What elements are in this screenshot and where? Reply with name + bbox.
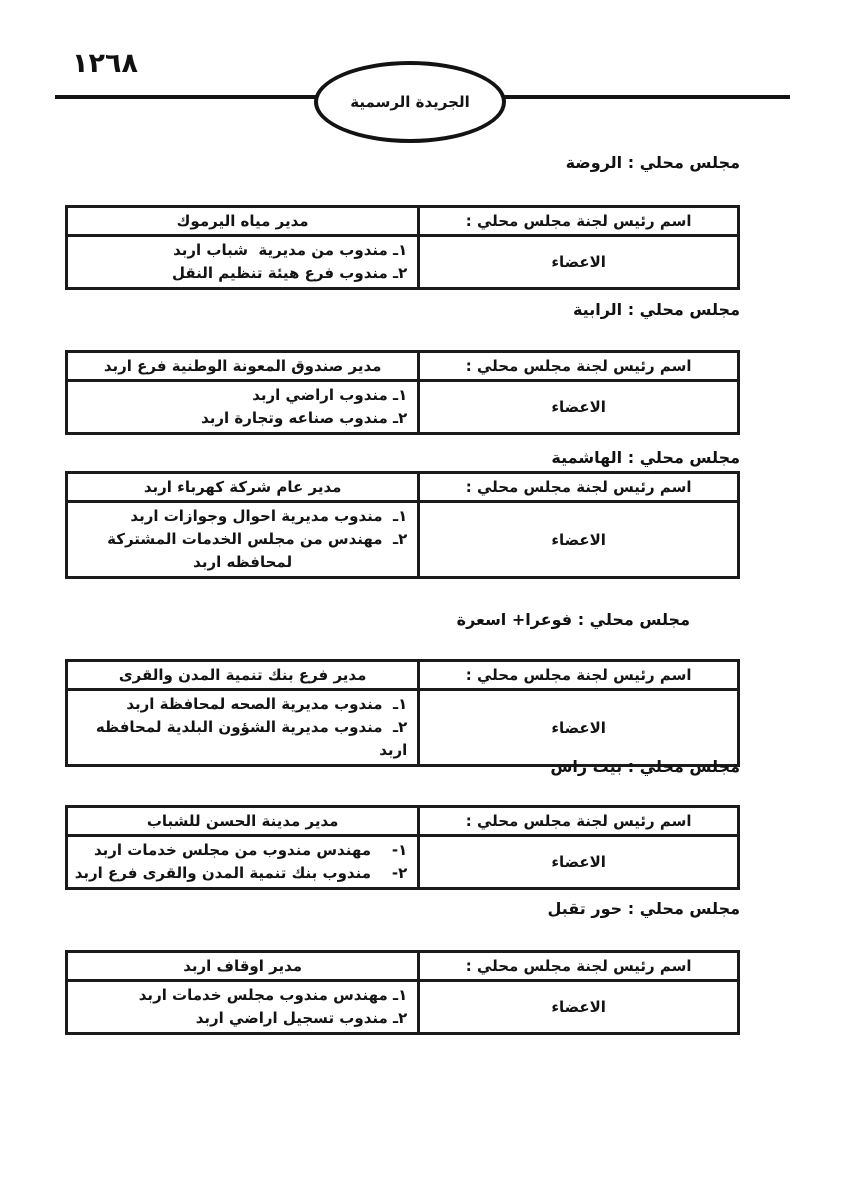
council-section <box>65 757 740 890</box>
chair-value: مدير مياه اليرموك <box>67 207 419 236</box>
member-item: ٢- مندوب بنك تنمية المدن والقرى فرع اربد <box>74 864 408 882</box>
member-item: ١ـ مندوب من مديرية شباب اربد <box>173 241 408 259</box>
chair-label: اسم رئيس لجنة مجلس محلي : <box>419 661 739 690</box>
chair-row <box>67 952 739 981</box>
members-list <box>67 502 419 578</box>
council-table <box>65 205 740 290</box>
council-heading: مجلس محلي : الروضة <box>565 153 740 172</box>
member-item-continuation: لمحافظه اربد <box>193 553 293 571</box>
members-row <box>67 381 739 434</box>
members-label: الاعضاء <box>419 836 739 889</box>
member-item: ١ـ مهندس مندوب مجلس خدمات اربد <box>138 986 408 1004</box>
council-section <box>65 899 740 1035</box>
gazette-banner-title: الجريدة الرسمية <box>350 93 470 111</box>
council-heading: مجلس محلي : حور تقبل <box>547 899 740 918</box>
chair-row <box>67 207 739 236</box>
member-item: ٢ـ مندوب مديرية الشؤون البلدية لمحافظه اربد <box>90 718 408 759</box>
member-item: ١ـ مندوب مديرية الصحه لمحافظة اربد <box>126 695 408 713</box>
member-item: ٢ـ مندوب صناعه وتجارة اربد <box>201 409 408 427</box>
member-item: ٢ـ مندوب فرع هيئة تنظيم النقل <box>171 264 408 282</box>
council-section <box>65 300 740 435</box>
council-table <box>65 950 740 1035</box>
chair-label: اسم رئيس لجنة مجلس محلي : <box>419 952 739 981</box>
council-table <box>65 350 740 435</box>
members-list <box>67 690 419 766</box>
member-item: ٢ـ مندوب تسجيل اراضي اربد <box>195 1009 408 1027</box>
members-label: الاعضاء <box>419 690 739 766</box>
council-heading: مجلس محلي : بيت راس <box>550 757 740 776</box>
council-heading: مجلس محلي : فوعرا+ اسعرة <box>456 610 690 629</box>
members-label: الاعضاء <box>419 381 739 434</box>
council-section <box>65 610 740 767</box>
member-item: ٢ـ مهندس من مجلس الخدمات المشتركة <box>107 530 408 548</box>
members-row <box>67 836 739 889</box>
member-item: ١- مهندس مندوب من مجلس خدمات اربد <box>94 841 408 859</box>
chair-row <box>67 473 739 502</box>
chair-value: مدير مدينة الحسن للشباب <box>67 807 419 836</box>
council-table <box>65 471 740 579</box>
chair-value: مدير فرع بنك تنمية المدن والقرى <box>67 661 419 690</box>
council-table <box>65 659 740 767</box>
chair-row <box>67 352 739 381</box>
member-item: ١ـ مندوب مديرية احوال وجوازات اربد <box>130 507 408 525</box>
members-label: الاعضاء <box>419 236 739 289</box>
chair-row <box>67 807 739 836</box>
members-row <box>67 690 739 766</box>
members-row <box>67 502 739 578</box>
chair-label: اسم رئيس لجنة مجلس محلي : <box>419 473 739 502</box>
chair-label: اسم رئيس لجنة مجلس محلي : <box>419 352 739 381</box>
chair-label: اسم رئيس لجنة مجلس محلي : <box>419 207 739 236</box>
members-label: الاعضاء <box>419 981 739 1034</box>
page-number: ١٢٦٨ <box>72 48 138 79</box>
council-section <box>65 448 740 579</box>
members-label: الاعضاء <box>419 502 739 578</box>
chair-row <box>67 661 739 690</box>
members-list <box>67 236 419 289</box>
chair-value: مدير صندوق المعونة الوطنية فرع اربد <box>67 352 419 381</box>
council-heading: مجلس محلي : الرابية <box>572 300 740 319</box>
chair-value: مدير اوقاف اربد <box>67 952 419 981</box>
chair-label: اسم رئيس لجنة مجلس محلي : <box>419 807 739 836</box>
council-table <box>65 805 740 890</box>
council-heading: مجلس محلي : الهاشمية <box>551 448 740 467</box>
gazette-banner-oval <box>314 61 506 143</box>
members-row <box>67 981 739 1034</box>
council-section <box>65 153 740 290</box>
member-item: ١ـ مندوب اراضي اربد <box>252 386 408 404</box>
members-row <box>67 236 739 289</box>
chair-value: مدير عام شركة كهرباء اربد <box>67 473 419 502</box>
members-list <box>67 981 419 1034</box>
members-list <box>67 836 419 889</box>
members-list <box>67 381 419 434</box>
